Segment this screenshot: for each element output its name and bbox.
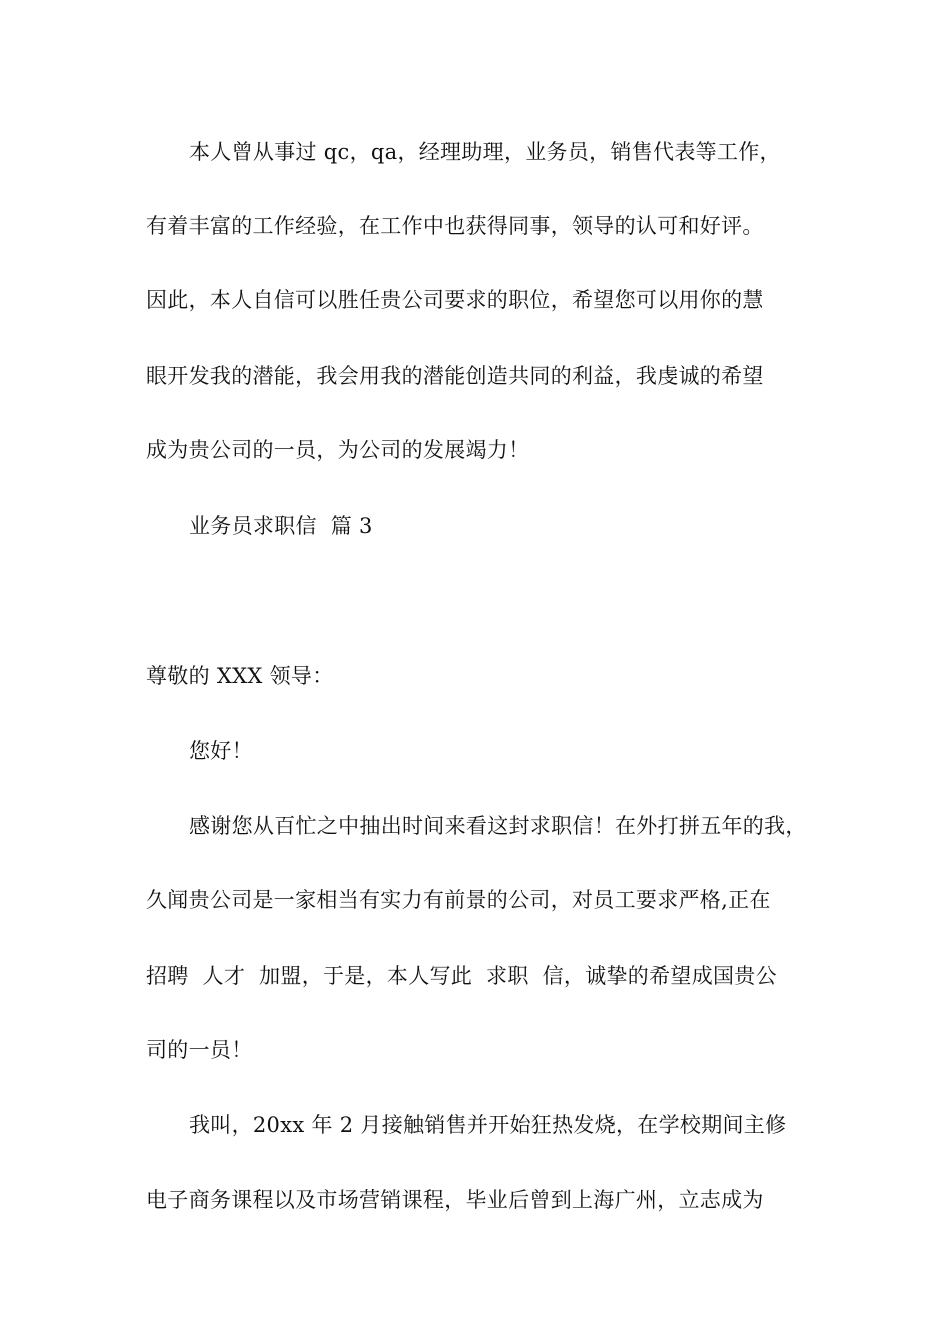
- paragraph-line: 眼开发我的潜能，我会用我的潜能创造共同的利益，我虔诚的希望: [146, 364, 764, 388]
- salutation: 尊敬的 XXX 领导：: [146, 664, 334, 688]
- greeting: 您好！: [189, 739, 253, 763]
- paragraph-line: 成为贵公司的一员，为公司的发展竭力！: [146, 438, 530, 462]
- paragraph-line: 感谢您从百忙之中抽出时间来看这封求职信！在外打拼五年的我，: [189, 814, 807, 838]
- paragraph-line: 有着丰富的工作经验，在工作中也获得同事，领导的认可和好评。: [146, 214, 764, 238]
- paragraph-line: 本人曾从事过 qc，qa，经理助理，业务员，销售代表等工作，: [189, 140, 781, 164]
- paragraph-line: 因此，本人自信可以胜任贵公司要求的职位，希望您可以用你的慧: [146, 288, 764, 312]
- paragraph-line: 我叫，20xx 年 2 月接触销售并开始狂热发烧，在学校期间主修: [189, 1113, 787, 1137]
- section-heading: 业务员求职信 篇 3: [189, 514, 373, 538]
- paragraph-line: 久闻贵公司是一家相当有实力有前景的公司，对员工要求严格,正在: [146, 888, 771, 912]
- paragraph-line: 招聘 人才 加盟，于是，本人写此 求职 信，诚挚的希望成国贵公: [146, 964, 777, 988]
- paragraph-line: 电子商务课程以及市场营销课程，毕业后曾到上海广州，立志成为: [146, 1188, 764, 1212]
- paragraph-line: 司的一员！: [146, 1038, 253, 1062]
